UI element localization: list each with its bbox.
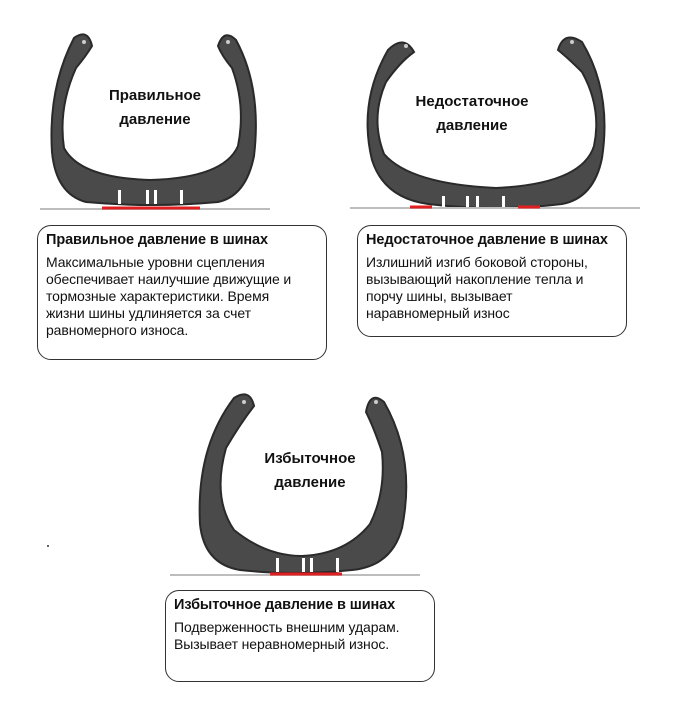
box-text: Максимальные уровни сцепления обеспечивает наилучшие движущие и тормозные характеристики. Время жизни шины удлиняется за счет равномерного износа.	[46, 254, 292, 338]
info-box-correct-pressure	[37, 225, 327, 360]
info-box-underinflated	[357, 225, 627, 337]
box-title: Правильное давление в шинах	[46, 232, 268, 248]
caption-overinflated: Избыточное давление	[264, 450, 356, 491]
box-text: Подверженность внешним ударам. Вызывает неравномерный износ.	[174, 619, 400, 652]
info-box-overinflated	[165, 590, 435, 682]
box-title: Избыточное давление в шинах	[174, 597, 396, 613]
caption-underinflated: Недостаточное давление	[415, 93, 529, 134]
caption-correct-pressure: Правильное давление	[108, 87, 202, 128]
stray-dot	[47, 545, 49, 547]
box-text: Излишний изгиб боковой стороны, вызывающий накопление тепла и порчу шины, вызывает наравномерный износ	[366, 254, 588, 321]
box-title: Недостаточное давление в шинах	[366, 232, 608, 248]
